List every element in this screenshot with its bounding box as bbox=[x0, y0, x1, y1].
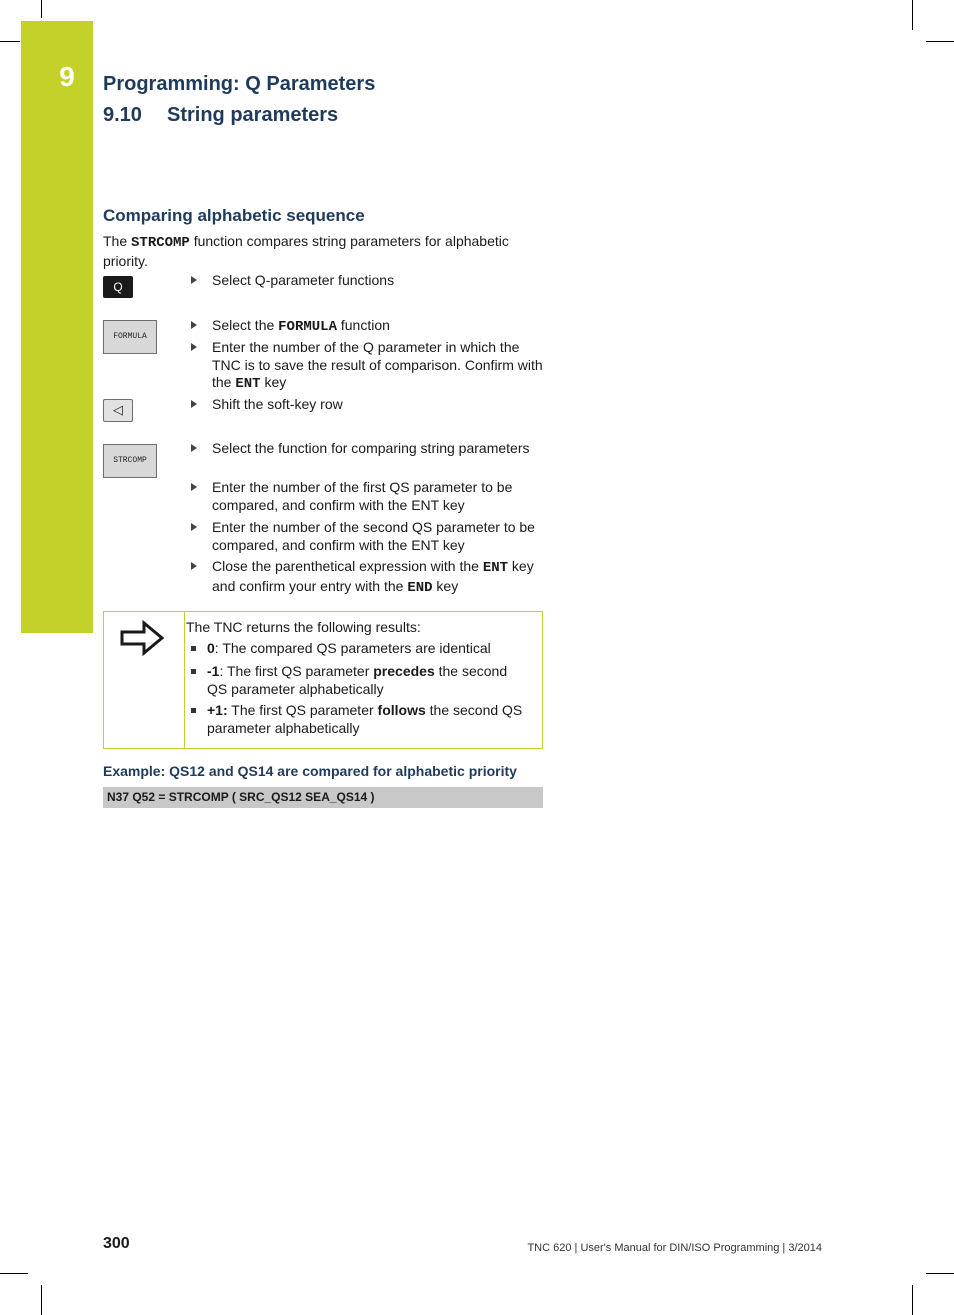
step-item: Select the function for comparing string parameters bbox=[191, 440, 543, 458]
arrow-bullet-icon bbox=[191, 343, 197, 351]
step-item: Enter the number of the Q parameter in which the TNC is to save the result of comparison. Confirm with the ENT key bbox=[191, 339, 543, 394]
square-bullet-icon bbox=[191, 646, 196, 651]
note-intro: The TNC returns the following results: bbox=[186, 619, 421, 635]
note-divider bbox=[184, 612, 185, 748]
code-line: N37 Q52 = STRCOMP ( SRC_QS12 SEA_QS14 ) bbox=[103, 787, 543, 808]
crop-mark bbox=[0, 1273, 28, 1274]
arrow-bullet-icon bbox=[191, 483, 197, 491]
arrow-bullet-icon bbox=[191, 276, 197, 284]
square-bullet-icon bbox=[191, 708, 196, 713]
section-number: 9.10 bbox=[103, 104, 142, 126]
step-item: Enter the number of the first QS parameter to be compared, and confirm with the ENT key bbox=[191, 479, 543, 514]
result-item: -1: The first QS parameter precedes the second QS parameter alphabetically bbox=[191, 663, 531, 698]
result-item: +1: The first QS parameter follows the second QS parameter alphabetically bbox=[191, 702, 531, 737]
crop-mark bbox=[912, 0, 913, 30]
example-heading: Example: QS12 and QS14 are compared for alphabetic priority bbox=[103, 763, 517, 779]
arrow-right-icon bbox=[120, 620, 164, 656]
shift-softkey-row-key[interactable]: ◁ bbox=[103, 399, 133, 422]
chapter-tab bbox=[21, 21, 93, 633]
footer-text: TNC 620 | User's Manual for DIN/ISO Programming | 3/2014 bbox=[527, 1242, 822, 1254]
crop-mark bbox=[926, 41, 954, 42]
subsection-heading: Comparing alphabetic sequence bbox=[103, 206, 365, 225]
crop-mark bbox=[0, 41, 20, 42]
chapter-title: Programming: Q Parameters bbox=[103, 73, 376, 95]
strcomp-softkey[interactable]: STRCOMP bbox=[103, 444, 157, 478]
arrow-bullet-icon bbox=[191, 444, 197, 452]
crop-mark bbox=[41, 0, 42, 18]
crop-mark bbox=[912, 1285, 913, 1315]
step-item: Close the parenthetical expression with the ENT key and confirm your entry with the END key bbox=[191, 558, 543, 597]
q-key[interactable]: Q bbox=[103, 276, 133, 298]
square-bullet-icon bbox=[191, 669, 196, 674]
chapter-number: 9 bbox=[59, 61, 75, 92]
section-title bbox=[103, 104, 338, 127]
step-item: Select Q-parameter functions bbox=[191, 272, 543, 290]
result-item: 0: The compared QS parameters are identical bbox=[191, 640, 531, 658]
step-item: Enter the number of the second QS parameter to be compared, and confirm with the ENT key bbox=[191, 519, 543, 554]
intro-paragraph: The STRCOMP function compares string parameters for alphabetic priority. bbox=[103, 233, 509, 269]
page-number: 300 bbox=[103, 1235, 130, 1252]
arrow-bullet-icon bbox=[191, 523, 197, 531]
formula-softkey[interactable]: FORMULA bbox=[103, 320, 157, 354]
crop-mark bbox=[926, 1273, 954, 1274]
step-item: Select the FORMULA function bbox=[191, 317, 543, 337]
step-item: Shift the soft-key row bbox=[191, 396, 543, 414]
arrow-bullet-icon bbox=[191, 321, 197, 329]
arrow-bullet-icon bbox=[191, 562, 197, 570]
arrow-bullet-icon bbox=[191, 400, 197, 408]
crop-mark bbox=[41, 1285, 42, 1315]
section-name: String parameters bbox=[167, 104, 339, 126]
